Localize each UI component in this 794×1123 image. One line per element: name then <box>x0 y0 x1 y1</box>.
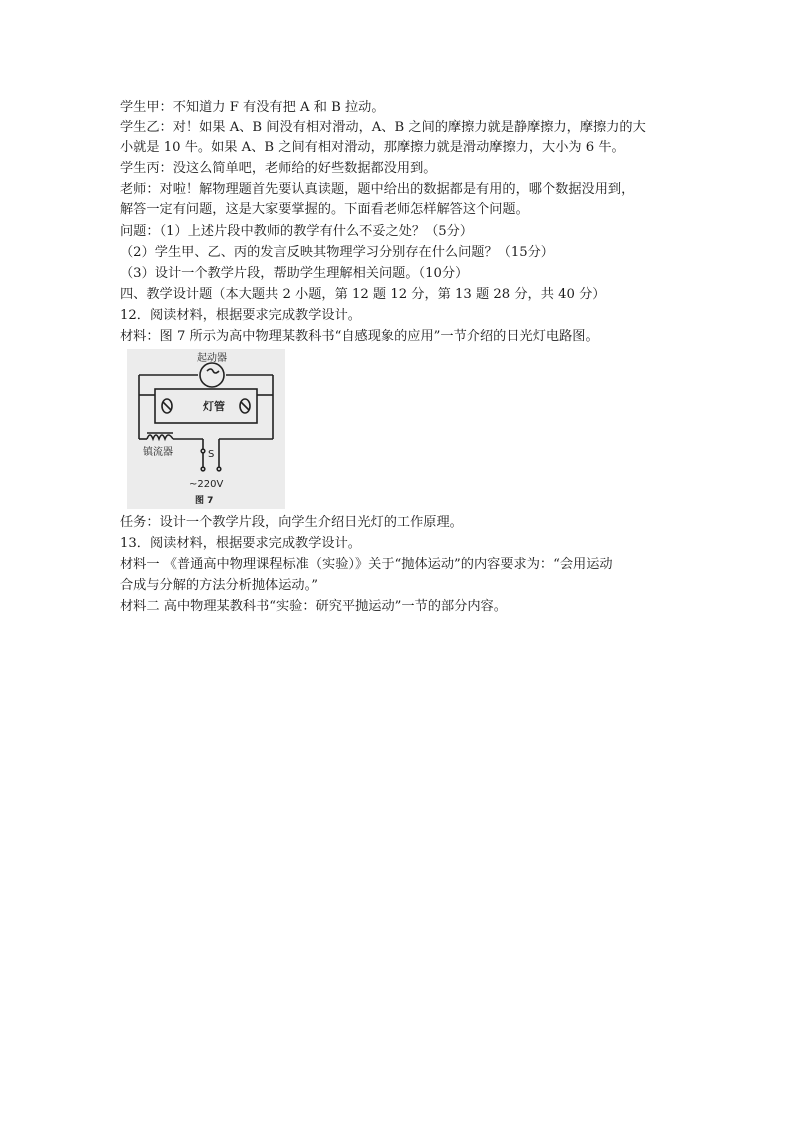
circuit-diagram <box>127 349 285 509</box>
paragraph-line: 小就是 10 牛。如果 A、B 之间有相对滑动，那摩擦力就是滑动摩擦力，大小为 6 牛。 <box>120 140 625 155</box>
paragraph-line: 解答一定有问题，这是大家要掌握的。下面看老师怎样解答这个问题。 <box>120 202 529 217</box>
paragraph-line: 学生甲：不知道力 F 有没有把 A 和 B 拉动。 <box>120 100 385 115</box>
figure-caption: 图 7 <box>195 496 214 506</box>
question-line: 12．阅读材料，根据要求完成教学设计。 <box>120 308 361 323</box>
paragraph-line: 材料：图 7 所示为高中物理某教科书“自感现象的应用”一节介绍的日光灯电路图。 <box>120 329 599 344</box>
starter-symbol <box>200 363 224 387</box>
starter-label: 起动器 <box>197 353 227 364</box>
question-line: 13．阅读材料，根据要求完成教学设计。 <box>120 536 361 551</box>
paragraph-line: 合成与分解的方法分析抛体运动。” <box>120 578 318 593</box>
section-heading: 四、教学设计题（本大题共 2 小题，第 12 题 12 分，第 13 题 28 分，共 40 分） <box>120 287 606 302</box>
circuit-diagram-figure <box>127 349 285 509</box>
question-line: 问题：（1）上述片段中教师的教学有什么不妥之处？（5分） <box>120 224 474 239</box>
paragraph-line: 材料一 《普通高中物理课程标准（实验）》关于“抛体运动”的内容要求为：“会用运动 <box>120 557 613 572</box>
ballast-label: 镇流器 <box>143 447 173 458</box>
paragraph-line: 材料二 高中物理某教科书“实验：研究平抛运动”一节的部分内容。 <box>120 599 507 614</box>
ballast-coil-symbol <box>147 435 173 439</box>
paragraph-line: 老师：对啦！解物理题首先要认真读题，题中给出的数据都是有用的，哪个数据没用到， <box>120 182 635 197</box>
question-line: （3）设计一个教学片段，帮助学生理解相关问题。（10分） <box>120 266 469 281</box>
switch-label: S <box>208 449 215 460</box>
paragraph-line: 学生乙：对！如果 A、B 间没有相对滑动，A、B 之间的摩擦力就是静摩擦力，摩擦力的大 <box>120 120 646 135</box>
voltage-label: ~220V <box>189 479 224 490</box>
paragraph-line: 任务：设计一个教学片段，向学生介绍日光灯的工作原理。 <box>120 515 463 530</box>
starter-contact <box>207 369 219 373</box>
paragraph-line: 学生丙：没这么简单吧，老师给的好些数据都没用到。 <box>120 161 437 176</box>
tube-label: 灯管 <box>203 400 225 413</box>
question-line: （2）学生甲、乙、丙的发言反映其物理学习分别存在什么问题？（15分） <box>120 245 554 260</box>
